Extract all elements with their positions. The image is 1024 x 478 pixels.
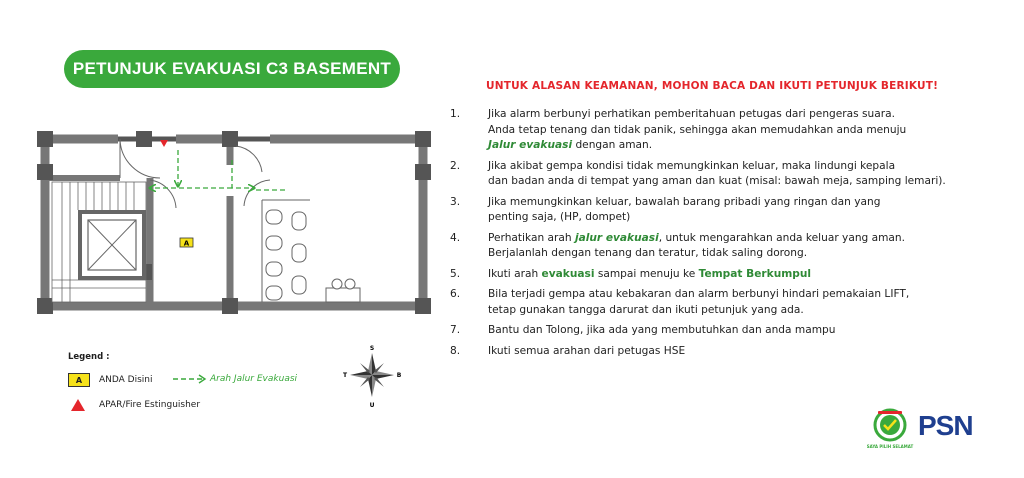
compass-label-north: S (369, 345, 375, 352)
legend-label: APAR/Fire Estinguisher (99, 400, 201, 410)
floor-plan (0, 0, 440, 340)
compass-rose-icon (340, 343, 406, 409)
compass-label-south: U (369, 402, 375, 409)
instruction-number: 1. (450, 108, 461, 120)
you-here-marker-icon: A (68, 373, 90, 387)
instruction-item (450, 195, 1010, 226)
instruction-item (450, 107, 1010, 154)
instruction-text: Berjalanlah dengan tenang dan teratur, tidak saling dorong. (488, 247, 808, 259)
instruction-text: penting saja, (HP, dompet) (488, 211, 631, 223)
instruction-number: 4. (450, 231, 461, 244)
you-are-here-letter: A (183, 239, 190, 248)
instruction-number: 3. (450, 195, 461, 208)
elevator-shaft (80, 212, 144, 278)
instruction-item (450, 159, 1010, 190)
instruction-text (488, 231, 1010, 247)
instruction-text: Bila terjadi gempa atau kebakaran dan alarm berbunyi hindari pemakaian LIFT, (488, 288, 910, 300)
safety-warning: UNTUK ALASAN KEAMANAN, MOHON BACA DAN IKUTI PETUNJUK BERIKUT! (486, 80, 939, 92)
instruction-text (488, 267, 1010, 283)
legend-label: ANDA Disini (99, 375, 153, 385)
instruction-number: 6. (450, 288, 461, 300)
instruction-item (450, 231, 1010, 262)
instruction-text-tail: , untuk mengarahkan anda keluar yang aman. (658, 231, 906, 244)
compass-label-east: B (396, 372, 402, 379)
highlight-evacuation: evakuasi (541, 267, 595, 280)
instruction-text-head: Ikuti arah (488, 267, 542, 280)
legend-label: Arah Jalur Evakuasi (210, 374, 298, 384)
instruction-item (450, 323, 1010, 339)
instruction-number: 5. (450, 267, 461, 280)
instruction-item (450, 287, 1010, 318)
instruction-number: 8. (450, 344, 461, 357)
instruction-text: Jika alarm berbunyi perhatikan pemberitahuan petugas dari pengeras suara. (488, 108, 895, 120)
legend-row-extinguisher (70, 398, 200, 412)
instruction-number: 2. (450, 159, 461, 172)
instruction-text-head: Perhatikan arah (488, 231, 575, 244)
highlight-evacuation-route: Jalur evakuasi (488, 139, 573, 151)
seal-caption: SAYA PILIH SELAMAT (866, 444, 914, 449)
page-title: PETUNJUK EVAKUASI C3 BASEMENT (64, 50, 400, 88)
instruction-text: Jika akibat gempa kondisi tidak memungkinkan keluar, maka lindungi kepala (488, 159, 896, 172)
legend-row-you-here (68, 373, 153, 387)
instruction-item (450, 267, 1010, 283)
dashed-arrow-icon (172, 373, 208, 385)
highlight-assembly-point: Tempat Berkumpul (698, 267, 812, 280)
instruction-text: Jika memungkinkan keluar, bawalah barang pribadi yang ringan dan yang (488, 195, 881, 208)
instruction-list (450, 107, 1010, 364)
fire-extinguisher-icon (70, 398, 90, 412)
instruction-text: Bantu dan Tolong, jika ada yang membutuhkan dan anda mampu (488, 324, 836, 336)
instruction-text-mid: sampai menuju ke (594, 267, 699, 280)
instruction-text (488, 138, 1010, 154)
highlight-evacuation-route: jalur evakuasi (574, 231, 659, 244)
instruction-item (450, 344, 1010, 360)
instruction-text: tetap gunakan tangga darurat dan ikuti petunjuk yang ada. (488, 303, 804, 316)
instruction-text-tail: dengan aman. (572, 139, 653, 151)
instruction-number: 7. (450, 324, 461, 336)
legend-row-route (172, 373, 297, 385)
instruction-text: dan badan anda di tempat yang aman dan kuat (misal: bawah meja, samping lemari). (488, 175, 946, 187)
psn-logo: PSN (918, 410, 973, 441)
instruction-text: Anda tetap tenang dan tidak panik, sehingga akan memudahkan anda menuju (488, 123, 907, 136)
legend-title: Legend : (68, 352, 110, 362)
you-are-here-marker (180, 238, 193, 248)
instruction-text: Ikuti semua arahan dari petugas HSE (488, 344, 686, 357)
compass-label-west: T (342, 372, 348, 379)
